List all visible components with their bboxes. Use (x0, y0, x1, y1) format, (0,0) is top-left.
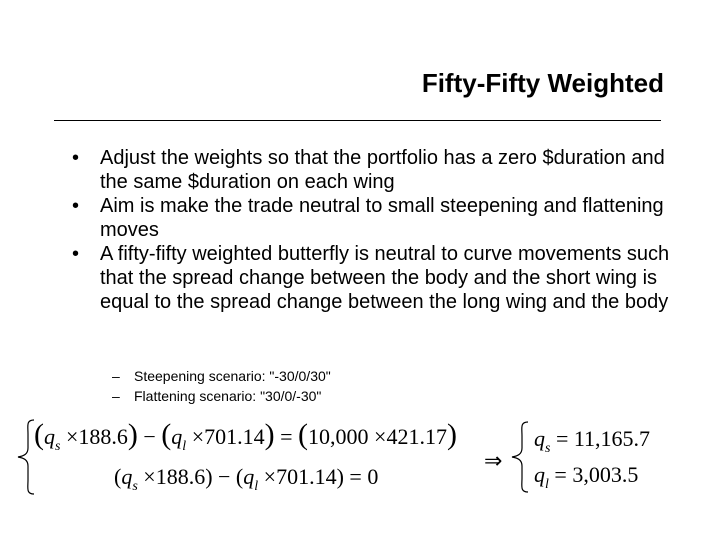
bullet-item (72, 146, 672, 194)
bullet-dot: • (72, 243, 80, 265)
equation-system (16, 412, 696, 502)
sub-bullet-dash: – (112, 368, 120, 384)
bullet-dot: • (72, 147, 80, 169)
equation-2: $(q_s \times 188.6) - (q_l \times 701.14) = 0$ (114, 464, 379, 494)
bullet-item (72, 194, 672, 242)
bullet-dot: • (72, 195, 80, 217)
implies-arrow-icon: ⇒ (484, 448, 503, 473)
sub-bullet-list (112, 366, 331, 406)
bullet-text: Aim is make the trade neutral to small steepening and flattening moves (100, 195, 664, 241)
sub-bullet-dash: – (112, 388, 120, 404)
eq2-rhs: 0 (367, 464, 379, 489)
solution-qs-value: 11,165.7 (573, 426, 651, 451)
solution-qs: $q_s = 11,165.7$ (534, 426, 651, 456)
page-title: Fifty-Fifty Weighted (421, 68, 664, 98)
eq2-short-coef: 188.6 (155, 464, 206, 489)
eq2-long-coef: 701.14 (276, 464, 337, 489)
left-brace-icon (18, 420, 34, 494)
bullet-text: Adjust the weights so that the portfolio has a zero $duration and the same $duration on each wing (100, 147, 665, 193)
eq1-notional: 10,000 (308, 424, 369, 449)
eq1-long-coef: 701.14 (204, 424, 265, 449)
sub-bullet-item (112, 366, 331, 386)
bullet-item (72, 242, 672, 314)
title-divider (54, 120, 661, 121)
solution-ql-value: 3,003.5 (572, 462, 639, 487)
equation-svg (16, 412, 696, 502)
solution-ql: $q_l = 3,003.5$ (534, 462, 639, 492)
eq1-body-dur: 421.17 (386, 424, 447, 449)
equation-1: $(q_s \times 188.6) - (q_l \times 701.14) = (10,000 \times 421.17)$ (34, 418, 457, 454)
sub-bullet-item (112, 386, 331, 406)
sub-bullet-text: Flattening scenario: "30/0/-30" (134, 388, 322, 404)
sub-bullet-text: Steepening scenario: "-30/0/30" (134, 368, 331, 384)
bullet-text: A fifty-fifty weighted butterfly is neutral to curve movements such that the spread change between the body and the short wing is equal to the spread change between the long wing and the body (100, 243, 670, 313)
eq1-short-coef: 188.6 (78, 424, 128, 449)
bullet-list (72, 146, 672, 314)
right-brace-icon (512, 422, 528, 492)
